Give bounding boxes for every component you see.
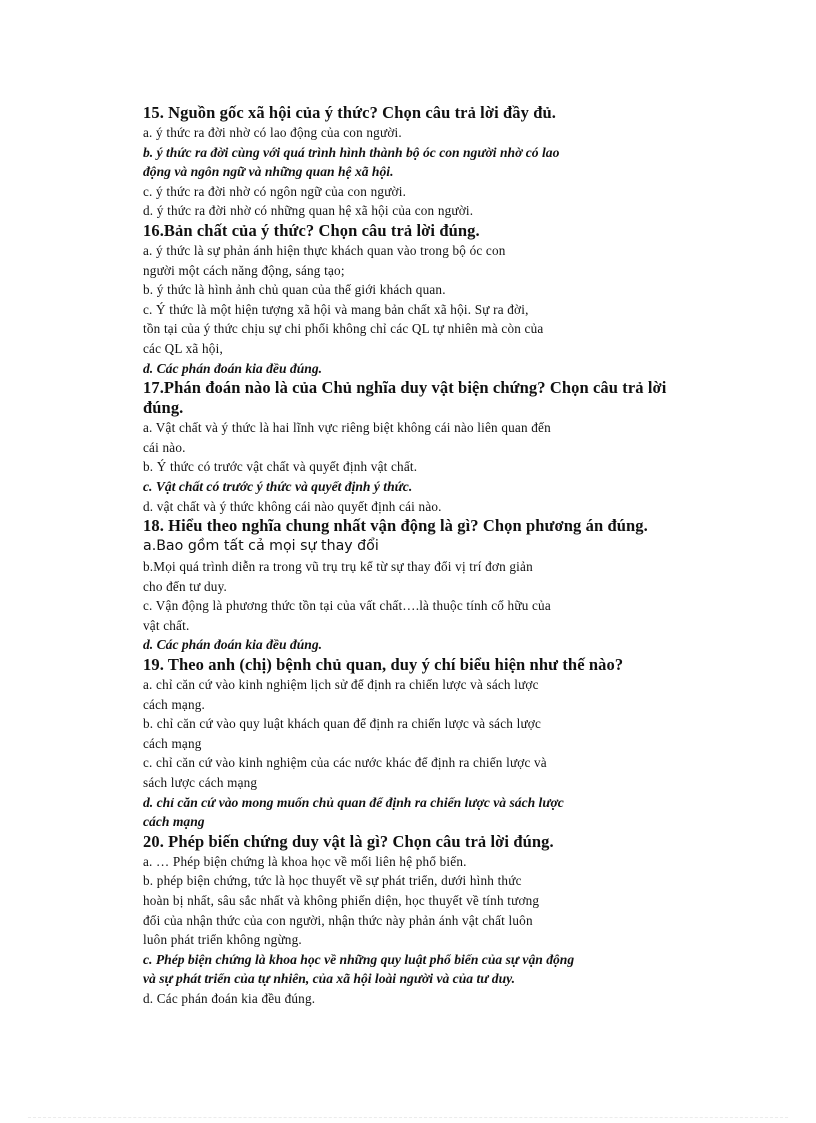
- option-text: d. vật chất và ý thức không cái nào quyết định cái nào.: [143, 498, 442, 514]
- option-text: cách mạng: [143, 735, 202, 751]
- option-text: a. chỉ căn cứ vào kinh nghiệm lịch sử để định ra chiến lược và sách lược: [143, 677, 539, 693]
- answer-text: c. Vật chất có trước ý thức và quyết định ý thức.: [143, 478, 413, 494]
- question-17-heading: 17.Phán đoán nào là của Chủ nghĩa duy vật biện chứng? Chọn câu trả lời: [143, 378, 667, 398]
- option-text: b.Mọi quá trình diễn ra trong vũ trụ trụ kể từ sự thay đổi vị trí đơn giản: [143, 559, 533, 575]
- option-text: a. Vật chất và ý thức là hai lĩnh vực riêng biệt không cái nào liên quan đến: [143, 420, 551, 436]
- document-body: [143, 103, 703, 1009]
- question-17-heading-cont: đúng.: [143, 398, 184, 418]
- option-text: các QL xã hội,: [143, 340, 223, 356]
- option-text: vật chất.: [143, 617, 190, 633]
- question-18-heading: 18. Hiểu theo nghĩa chung nhất vận động là gì? Chọn phương án đúng.: [143, 516, 648, 536]
- option-text: c. Ý thức là một hiện tượng xã hội và mang bản chất xã hội. Sự ra đời,: [143, 301, 529, 317]
- answer-text: và sự phát triển của tự nhiên, của xã hội loài người và của tư duy.: [143, 971, 516, 987]
- option-text: c. chỉ căn cứ vào kinh nghiệm của các nước khác để định ra chiến lược và: [143, 755, 547, 771]
- option-text: a. ý thức ra đời nhờ có lao động của con người.: [143, 125, 402, 140]
- answer-text: b. ý thức ra đời cùng với quá trình hình thành bộ óc con người nhờ có lao: [143, 144, 560, 160]
- answer-text: cách mạng: [143, 814, 205, 830]
- question-20-heading: 20. Phép biến chứng duy vật là gì? Chọn câu trả lời đúng.: [143, 831, 554, 851]
- option-text: tồn tại của ý thức chịu sự chi phối không chỉ các QL tự nhiên mà còn của: [143, 321, 544, 337]
- question-16-heading: 16.Bản chất của ý thức? Chọn câu trả lời đúng.: [143, 220, 480, 240]
- option-text: a. ý thức là sự phản ánh hiện thực khách quan vào trong bộ óc con: [143, 242, 506, 258]
- answer-text: d. Các phán đoán kia đều đúng.: [143, 360, 323, 376]
- option-text: c. ý thức ra đời nhờ có ngôn ngữ của con người.: [143, 183, 407, 199]
- option-text: a.Bao gồm tất cả mọi sự thay đổi: [143, 538, 379, 555]
- option-text: người một cách năng động, sáng tạo;: [143, 262, 345, 278]
- question-15-heading: 15. Nguồn gốc xã hội của ý thức? Chọn câu trả lời đầy đủ.: [143, 103, 556, 122]
- answer-text: d. Các phán đoán kia đều đúng.: [143, 637, 323, 653]
- option-text: b. Ý thức có trước vật chất và quyết định vật chất.: [143, 459, 418, 475]
- option-text: b. phép biện chứng, tức là học thuyết về sự phát triển, dưới hình thức: [143, 873, 522, 889]
- answer-text: d. chỉ căn cứ vào mong muốn chủ quan để định ra chiến lược và sách lược: [143, 794, 564, 810]
- option-text: sách lược cách mạng: [143, 775, 258, 791]
- option-text: đối của nhận thức của con người, nhận thức này phản ánh vật chất luôn: [143, 912, 533, 928]
- option-text: c. Vận động là phương thức tồn tại của vất chất….là thuộc tính cố hữu của: [143, 598, 551, 614]
- option-text: luôn phát triển không ngừng.: [143, 932, 302, 948]
- answer-text: động và ngôn ngữ và những quan hệ xã hội.: [143, 164, 394, 180]
- option-text: cho đến tư duy.: [143, 578, 228, 594]
- option-text: d. Các phán đoán kia đều đúng.: [143, 990, 316, 1006]
- page-bottom-divider: [28, 1117, 788, 1118]
- option-text: a. … Phép biện chứng là khoa học về mối liên hệ phổ biến.: [143, 853, 467, 869]
- question-19-heading: 19. Theo anh (chị) bệnh chủ quan, duy ý chí biểu hiện như thế nào?: [143, 655, 624, 675]
- option-text: cái nào.: [143, 439, 186, 455]
- answer-text: c. Phép biện chứng là khoa học về những quy luật phổ biến của sự vận động: [143, 951, 575, 967]
- option-text: b. chỉ căn cứ vào quy luật khách quan để định ra chiến lược và sách lược: [143, 716, 542, 732]
- option-text: cách mạng.: [143, 696, 206, 712]
- option-text: hoàn bị nhất, sâu sắc nhất và không phiến diện, học thuyết về tính tương: [143, 893, 540, 908]
- option-text: d. ý thức ra đời nhờ có những quan hệ xã hội của con người.: [143, 203, 474, 219]
- option-text: b. ý thức là hình ảnh chủ quan của thế giới khách quan.: [143, 282, 446, 298]
